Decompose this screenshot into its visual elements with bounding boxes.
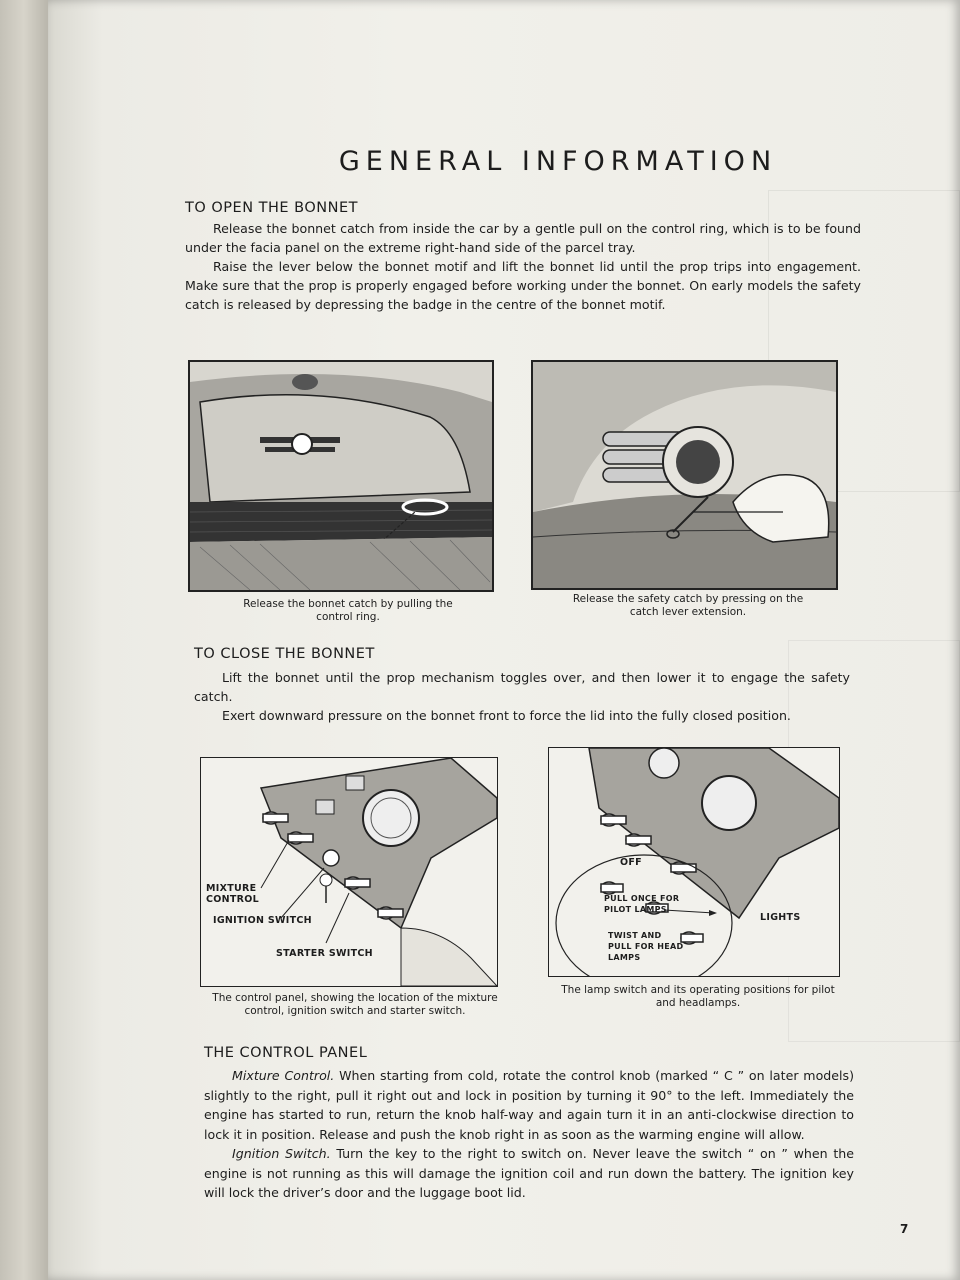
open-bonnet-text [185, 219, 861, 314]
close-bonnet-heading: TO CLOSE THE BONNET [194, 646, 375, 662]
ignition-switch-text: Turn the key to the right to switch on. Never leave the switch “ on ” when the engine is not running as this will damage the ignition coil and run down the battery. The ignition key will lock the driver’s door and the luggage boot lid. [204, 1146, 854, 1200]
pilot-lamps-label: PULL ONCE FOR PILOT LAMPS [604, 894, 680, 914]
control-panel-heading: THE CONTROL PANEL [204, 1045, 368, 1061]
mixture-control-text: When starting from cold, rotate the control knob (marked “ C ” on later models) slightly to the right, pull it right out and lock in position by turning it 90° to the left. Immediately the engine has started to run, return the knob half-way and again turn it in an anti-clockwise direction to lock it in position. Release and push the knob right in as soon as the warming engine will allow. [204, 1068, 854, 1142]
lamp-switch-illustration [548, 747, 840, 977]
paragraph: Exert downward pressure on the bonnet front to force the lid into the fully closed position. [222, 708, 791, 723]
lamp-switch-caption: The lamp switch and its operating positions for pilot and headlamps. [561, 984, 835, 1009]
ignition-switch-paragraph [204, 1144, 854, 1203]
page-number: 7 [900, 1222, 909, 1236]
lights-label: LIGHTS [760, 912, 801, 923]
control-ring-drawing [190, 362, 492, 590]
mixture-control-label: MIXTURE CONTROL [206, 883, 260, 905]
paragraph: Raise the lever below the bonnet motif and lift the bonnet lid until the prop trips into engagement. Make sure that the prop is properly engaged before working under the bonnet. On early models the safety catch is released by depressing the badge in the centre of the bonnet motif. [185, 259, 861, 312]
paragraph: Release the bonnet catch from inside the car by a gentle pull on the control ring, which is to be found under the facia panel on the extreme right-hand side of the parcel tray. [185, 221, 861, 255]
control-panel-text [204, 1066, 854, 1203]
paragraph: Lift the bonnet until the prop mechanism toggles over, and then lower it to engage the safety catch. [194, 670, 850, 704]
off-label: OFF [620, 857, 642, 868]
head-lamps-label: TWIST AND PULL FOR HEAD LAMPS [608, 931, 684, 962]
close-bonnet-text [194, 668, 850, 725]
manual-page [48, 0, 960, 1280]
open-bonnet-heading: TO OPEN THE BONNET [185, 200, 359, 216]
safety-catch-illustration [531, 360, 838, 590]
bonnet-catch-illustration [188, 360, 494, 592]
mixture-control-term: Mixture Control. [232, 1068, 335, 1083]
safety-catch-caption: Release the safety catch by pressing on the catch lever extension. [572, 593, 804, 618]
starter-switch-label: STARTER SWITCH [276, 948, 373, 959]
control-panel-caption: The control panel, showing the location of the mixture control, ignition switch and starter switch. [212, 992, 498, 1017]
safety-catch-drawing [533, 362, 836, 588]
mixture-control-paragraph [204, 1066, 854, 1144]
page-title: GENERAL INFORMATION [338, 146, 778, 177]
ignition-switch-term: Ignition Switch. [232, 1146, 331, 1161]
lamp-switch-drawing [549, 748, 839, 976]
bonnet-catch-caption: Release the bonnet catch by pulling the control ring. [243, 598, 453, 623]
ignition-switch-label: IGNITION SWITCH [213, 915, 312, 926]
